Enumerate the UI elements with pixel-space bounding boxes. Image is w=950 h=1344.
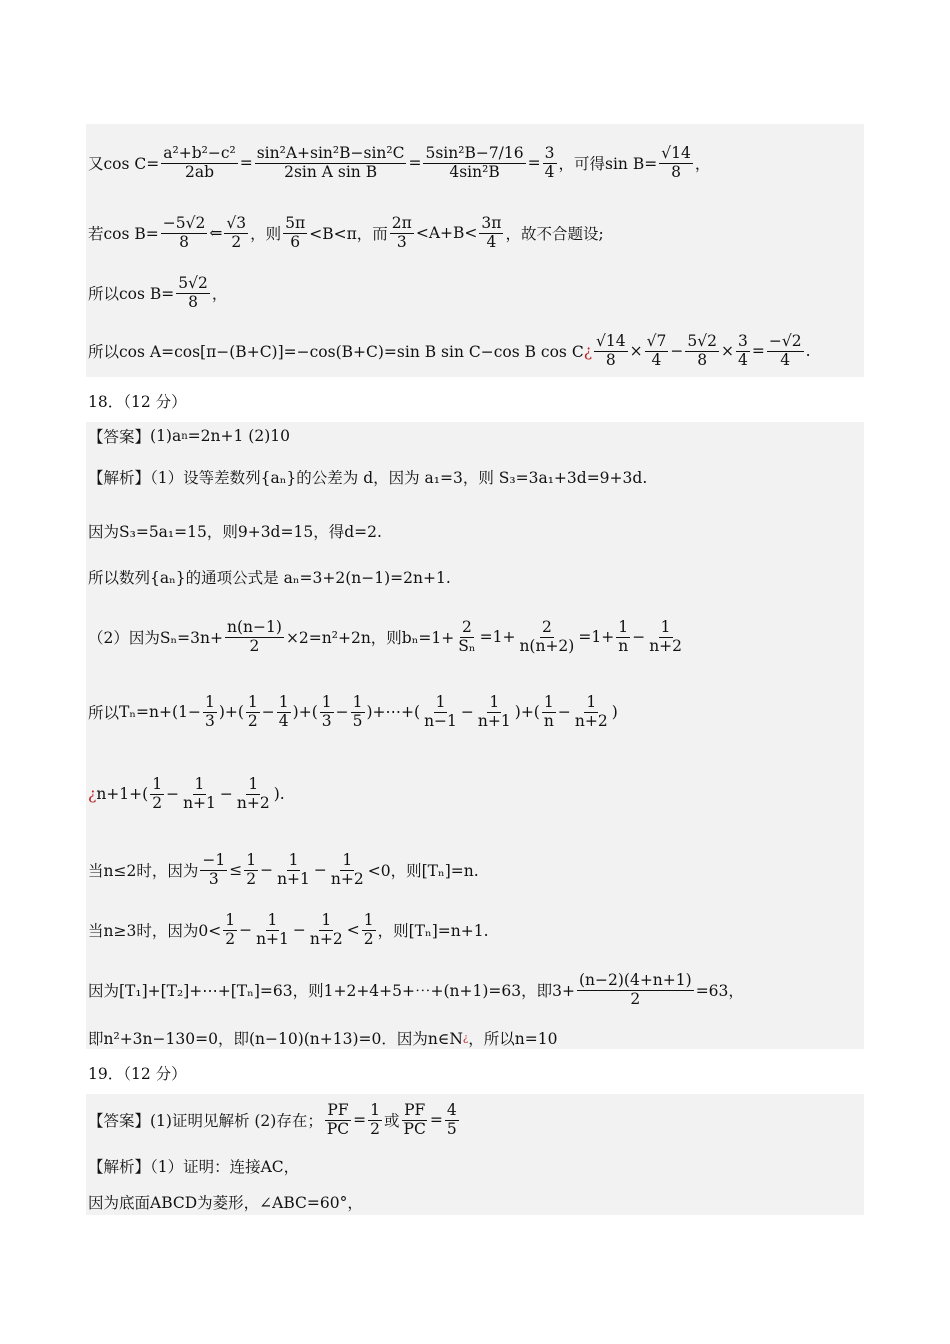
text: 【解析】（1）证明：连接AC， <box>88 1158 300 1176</box>
text: <0，则[Tₙ]=n. <box>367 862 479 880</box>
equals: = <box>408 154 422 172</box>
analysis-18-line-2 <box>88 518 382 544</box>
text: =2n+1 (2)10 <box>187 427 290 445</box>
fraction: $\frac{1}{2}$ <box>246 850 257 888</box>
text: − <box>335 703 349 721</box>
text: <A+B< <box>415 224 478 242</box>
subscript: n <box>181 430 188 442</box>
text: Tₙ=n+ <box>119 703 173 721</box>
fraction: $\frac{-5√2}{8}$ <box>162 213 206 251</box>
text: ， <box>211 285 228 303</box>
line-so-cos-b <box>88 268 227 318</box>
fraction: $\frac{1}{3}$ <box>204 692 215 730</box>
text: − <box>292 921 306 939</box>
fraction: $\frac{3}{4}$ <box>737 331 748 369</box>
fraction: $\frac{5√2}{8}$ <box>178 273 208 311</box>
text: 即n²+3n−130=0，即(n−10)(n+13)=0．因为n∈N <box>88 1030 463 1048</box>
line-cos-c <box>88 128 710 198</box>
fraction: $\frac{PF}{PC}$ <box>326 1100 350 1138</box>
text: − <box>260 861 274 879</box>
minus: − <box>670 342 684 360</box>
analysis-18-line-3 <box>88 560 451 594</box>
text: 18．（12 分） <box>88 393 187 411</box>
times: × <box>629 342 643 360</box>
fraction: $\frac{1}{3}$ <box>321 692 332 730</box>
text: ，则[Tₙ]=n+1. <box>377 922 489 940</box>
text: )+⋯+( <box>366 703 421 721</box>
fraction: $\frac{√7}{4}$ <box>646 331 667 369</box>
text: 若cos B= <box>88 225 159 243</box>
fraction: $\frac{1}{n}$ <box>543 692 554 730</box>
fraction: $\frac{-√2}{4}$ <box>768 331 802 369</box>
text: n+1+( <box>96 785 149 803</box>
text: 所以 <box>88 704 120 722</box>
fraction: $\frac{\text{a²+b²−c²}}{2ab}$ <box>163 143 236 181</box>
fraction: $\frac{1}{4}$ <box>278 692 289 730</box>
fraction: $\frac{(n-2)(4+n+1)}{2}$ <box>578 970 692 1008</box>
fraction: $\frac{√14}{8}$ <box>661 143 691 181</box>
text: <B<π，而 <box>309 225 388 243</box>
fraction: $\frac{1}{n+1}$ <box>477 692 511 730</box>
analysis-18-line-1 <box>88 460 647 494</box>
text: 所以数列{aₙ}的通项公式是 aₙ=3+2(n−1)=2n+1. <box>88 569 451 587</box>
answer-18 <box>88 424 290 448</box>
text: 又cos C= <box>88 155 160 173</box>
fraction: $\frac{1}{n+2}$ <box>330 850 364 888</box>
analysis-18-sum-63 <box>88 966 744 1014</box>
text: 【解析】（1）设等差数列{aₙ}的公差为 d，因为 a₁=3，则 S₃=3a₁+3d=9+3d. <box>88 469 648 487</box>
text: (1)a <box>150 427 182 445</box>
text: (1− <box>172 703 201 721</box>
fraction: $\frac{1}{n+1}$ <box>256 910 289 948</box>
text: − <box>261 703 275 721</box>
text: ≤ <box>229 861 243 879</box>
fraction: $\frac{1}{2}$ <box>225 910 236 948</box>
fraction: $\frac{√14}{8}$ <box>596 331 626 369</box>
fraction: $\frac{1}{2}$ <box>247 692 258 730</box>
text: . <box>805 342 811 360</box>
analysis-18-tn-simplified <box>88 766 285 822</box>
answer-19 <box>88 1096 461 1144</box>
fraction: $\frac{1}{n-1}$ <box>424 692 457 730</box>
text: − <box>557 703 571 721</box>
garbled-glyph: ¿ <box>88 785 97 803</box>
equals: = <box>239 154 253 172</box>
fraction: $\frac{√3}{2}$ <box>226 213 247 251</box>
garbled-glyph: ¿ <box>583 342 592 360</box>
text: ) <box>611 703 618 721</box>
text: < <box>346 921 360 939</box>
fraction: $\frac{5√2}{8}$ <box>687 331 717 369</box>
fraction: $\frac{1}{2}$ <box>363 910 374 948</box>
answer-label: 【答案】(1)证明见解析 (2)存在； <box>88 1112 323 1130</box>
fraction: $\frac{n(n-1)}{2}$ <box>227 617 282 655</box>
text: − <box>239 921 253 939</box>
text: ×2=n²+2n，则bₙ=1+ <box>285 629 455 647</box>
text: ). <box>273 785 285 803</box>
fraction: $\frac{2}{\text{Sₙ}}$ <box>458 617 476 655</box>
answer-label: 【答案】 <box>88 428 151 446</box>
text: − <box>313 861 327 879</box>
fraction: $\frac{1}{2}$ <box>152 774 163 812</box>
text: ，故不合题设; <box>505 225 604 243</box>
text: 或 <box>384 1112 400 1130</box>
text: ， <box>694 155 711 173</box>
analysis-18-case-ge-3 <box>88 906 489 954</box>
text: 因为底面ABCD为菱形，∠ABC=60°， <box>88 1194 363 1212</box>
fraction: $\frac{4}{5}$ <box>446 1100 457 1138</box>
fraction: $\frac{1}{n+2}$ <box>236 774 270 812</box>
text: ，可得sin B= <box>558 155 658 173</box>
text: =1+ <box>578 628 615 646</box>
text: =1+ <box>479 628 516 646</box>
text: − <box>460 703 474 721</box>
text: （2）因为Sₙ=3n+ <box>88 629 224 647</box>
analysis-18-case-le-2 <box>88 846 479 894</box>
fraction: $\frac{\text{sin²A+sin²B−sin²C}}{\text{2sin A sin B}}$ <box>256 143 405 181</box>
text: = <box>429 1111 443 1129</box>
analysis-18-final <box>88 1026 557 1050</box>
times: × <box>720 342 734 360</box>
text: 19．（12 分） <box>88 1065 187 1083</box>
analysis-19-line-1 <box>88 1154 299 1178</box>
fraction: $\frac{1}{n+2}$ <box>649 617 683 655</box>
equals: = <box>527 154 541 172</box>
fraction: $\frac{\text{5sin²B−7/16}}{\text{4sin²B}}$ <box>425 143 524 181</box>
analysis-19-line-2 <box>88 1190 363 1214</box>
question-19-heading <box>88 1062 187 1084</box>
fraction: $\frac{2}{n(n+2)}$ <box>519 617 575 655</box>
fraction: $\frac{-1}{3}$ <box>202 850 226 888</box>
line-if-cos-b <box>88 208 604 258</box>
fraction: $\frac{1}{n+1}$ <box>183 774 216 812</box>
fraction: $\frac{1}{n+2}$ <box>574 692 608 730</box>
text: ，所以n=10 <box>468 1030 558 1048</box>
fraction: $\frac{1}{n+1}$ <box>277 850 310 888</box>
fraction: $\frac{1}{5}$ <box>352 692 363 730</box>
text: =63， <box>695 982 744 1000</box>
text: )+( <box>514 703 540 721</box>
text: 当n≤2时，因为 <box>88 862 199 880</box>
fraction: $\frac{3\pi}{4}$ <box>481 213 502 251</box>
text: − <box>166 785 180 803</box>
fraction: $\frac{PF}{PC}$ <box>403 1100 426 1138</box>
fraction: $\frac{2\pi}{3}$ <box>391 213 412 251</box>
fraction: $\frac{1}{2}$ <box>370 1100 381 1138</box>
text: 当n≥3时，因为0< <box>88 922 222 940</box>
text: 所以cos B= <box>88 285 175 303</box>
fraction: $\frac{5\pi}{6}$ <box>285 213 306 251</box>
text: 因为S₃=5a₁=15，则9+3d=15，得d=2. <box>88 523 382 541</box>
fraction: $\frac{1}{n}$ <box>618 617 629 655</box>
text: ，则 <box>250 225 282 243</box>
text: − <box>219 785 233 803</box>
line-so-cos-a <box>88 326 811 376</box>
text: = <box>353 1111 367 1129</box>
garbled-glyph: ¿ <box>462 1032 469 1044</box>
text: ⇐ <box>209 224 223 242</box>
fraction: $\frac{1}{n+2}$ <box>309 910 343 948</box>
analysis-18-part-2 <box>88 612 686 662</box>
text: 因为[T₁]+[T₂]+⋯+[Tₙ]=63，则1+2+4+5+⋯+(n+1)=63，即3+ <box>88 982 575 1000</box>
question-18-heading <box>88 390 187 412</box>
text: − <box>632 628 646 646</box>
text: )+( <box>218 703 244 721</box>
equals: = <box>751 342 765 360</box>
fraction: $\frac{3}{4}$ <box>544 143 555 181</box>
analysis-18-tn-sum <box>88 684 618 740</box>
text: 所以cos A=cos[π−(B+C)]=−cos(B+C)=sin B sin C−cos B cos C <box>88 343 584 361</box>
text: )+( <box>292 703 318 721</box>
